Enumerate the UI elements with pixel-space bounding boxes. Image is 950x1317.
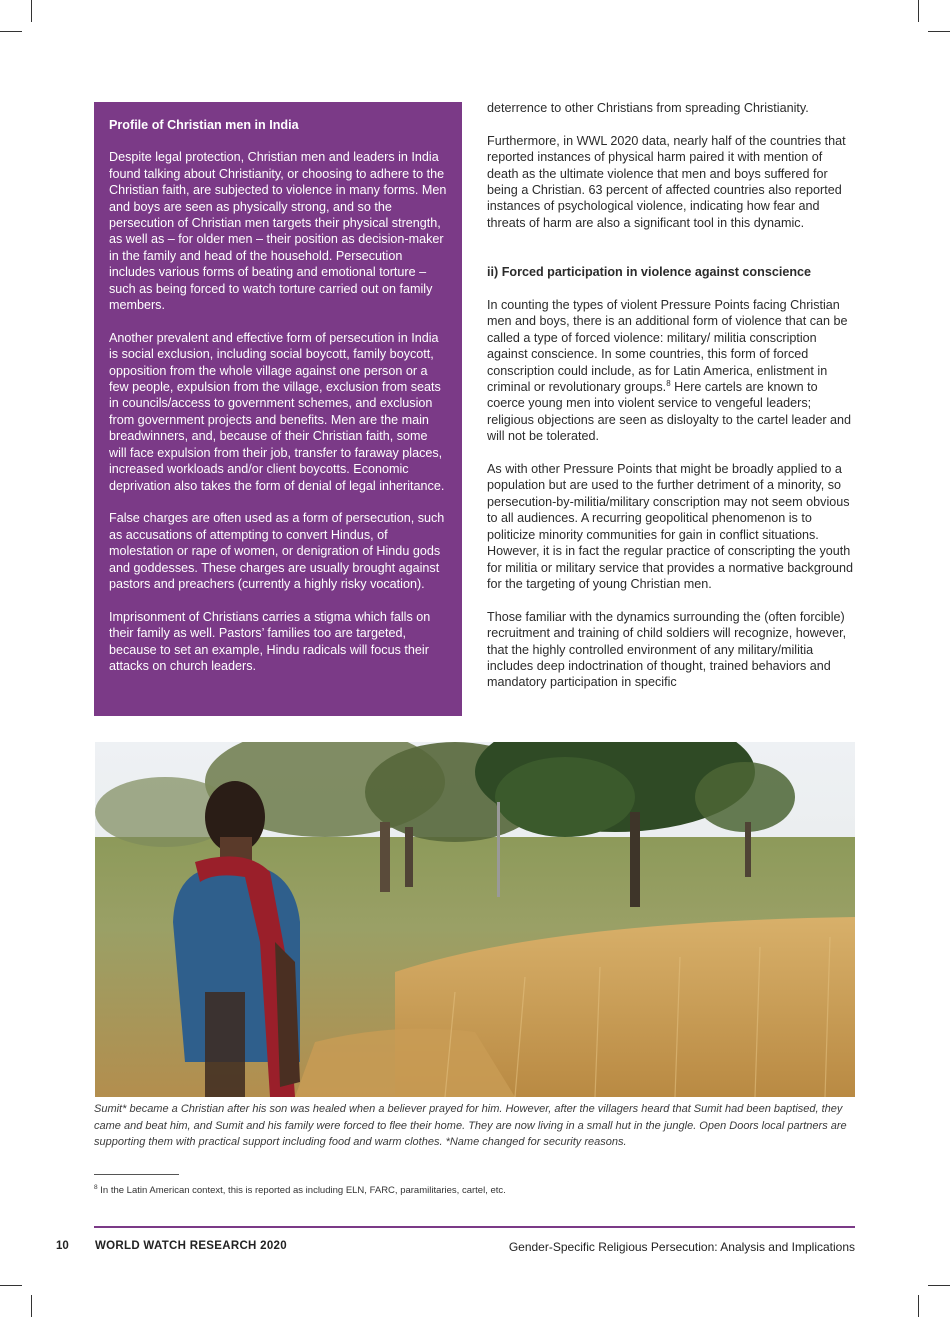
footnote bbox=[94, 1184, 506, 1196]
sidebar-paragraph: Imprisonment of Christians carries a stigma which falls on their family as well. Pastors’ families too are targeted, because to set an example, Hindu radicals will focus their attacks on church leaders. bbox=[109, 609, 431, 673]
sidebar-paragraph: Another prevalent and effective form of persecution in India is social exclusion, including social boycott, family boycott, opposition from the whole village against one person or a few people, expulsion from the village, exclusion from seats in councils/access to government schemes, and exclusion from government projects and benefits. Men are the main breadwinners, and, because of their Christian faith, some will face expulsion from their job, transfer to faraway places, increased workloads and/or client boycotts. Economic deprivation also takes the form of denial of legal inheritance. bbox=[109, 330, 445, 493]
footnote-reference[interactable]: 8 bbox=[666, 378, 671, 388]
sidebar-paragraph: False charges are often used as a form of persecution, such as accusations of attempting to convert Hindus, of molestation or rape of women, or denigration of Hindu gods and goddesses. These charges are usually brought against pastors and preachers (currently a highly risky vocation). bbox=[109, 511, 445, 591]
publication-name: WORLD WATCH RESEARCH 2020 bbox=[95, 1240, 287, 1252]
footer-divider bbox=[94, 1226, 855, 1228]
body-paragraph: deterrence to other Christians from spreading Christianity. bbox=[487, 101, 809, 115]
crop-mark bbox=[918, 0, 919, 22]
body-text: In counting the types of violent Pressure Points facing Christian men and boys, there is an additional form of violence that can be called a type of forced violence: military/ militia conscription against conscience. In some countries, this form of forced conscription could include, as for Latin America, enlistment in criminal or revolutionary groups. bbox=[487, 298, 848, 395]
field-photo bbox=[95, 742, 855, 1097]
body-paragraph: Furthermore, in WWL 2020 data, nearly half of the countries that reported instances of physical harm paired it with mention of death as the ultimate violence that men and boys suffered for being a Christian. 63 percent of affected countries also reported instances of psychological violence, indicating how fear and threats of harm are also a significant tool in this dynamic. bbox=[487, 133, 846, 230]
footnote-number: 8 bbox=[94, 1184, 98, 1191]
crop-mark bbox=[928, 31, 950, 32]
sidebar-paragraph: Despite legal protection, Christian men and leaders in India found talking about Christianity, or choosing to adhere to the Christian faith, are subjected to violence in many forms. Men and boys are seen as physically strong, and so the persecution of Christian men targets their physical strength, as well as – for older men – their position as decision-maker in the family and head of the household. Persecution includes various forms of beating and emotional torture – such as being forced to watch torture carried out on family members. bbox=[109, 150, 447, 313]
footnote-text: In the Latin American context, this is reported as including ELN, FARC, paramilitaries, cartel, etc. bbox=[97, 1185, 506, 1197]
body-paragraph: Those familiar with the dynamics surrounding the (often forcible) recruitment and training of child soldiers will recognize, however, that the highly controlled environment of any military/militia includes deep indoctrination of thought, trained behaviors and mandatory participation in specific bbox=[487, 609, 847, 690]
crop-mark bbox=[918, 1295, 919, 1317]
document-title: Gender-Specific Religious Persecution: Analysis and Implications bbox=[508, 1240, 855, 1254]
body-text: Here cartels are known to coerce young men into violent service to vengeful leaders; religious objections are seen as disloyalty to the cartel leader and will not be tolerated. bbox=[487, 380, 852, 444]
section-heading: ii) Forced participation in violence against conscience bbox=[487, 265, 812, 280]
body-paragraph bbox=[487, 297, 857, 445]
photo-caption: Sumit* became a Christian after his son was healed when a believer prayed for him. However, after the villagers heard that Sumit had been baptised, they came and beat him, and Sumit and his family were forced to flee their home. They are now living in a small hut in the jungle. Open Doors local partners are supporting them with practical support including food and warm clothes. *Name changed for security reasons. bbox=[94, 1103, 847, 1148]
sidebar-title: Profile of Christian men in India bbox=[109, 118, 299, 132]
body-paragraph: As with other Pressure Points that might be broadly applied to a population but are used to the further detriment of a minority, so persecution-by-militia/military conscription may not seem obvious to all audiences. A recurring geopolitical phenomenon is to politicize minority communities for gain in conflict situations. However, it is in fact the regular practice of conscripting the youth for militia or military service that provides a normative background for the targeting of young Christian men. bbox=[487, 462, 854, 591]
main-column bbox=[487, 100, 857, 707]
crop-mark bbox=[31, 1295, 32, 1317]
crop-mark bbox=[928, 1285, 950, 1286]
crop-mark bbox=[0, 31, 22, 32]
footnote-divider bbox=[94, 1174, 179, 1175]
page-number: 10 bbox=[56, 1240, 69, 1252]
crop-mark bbox=[31, 0, 32, 22]
profile-sidebar bbox=[94, 102, 462, 716]
crop-mark bbox=[0, 1285, 22, 1286]
